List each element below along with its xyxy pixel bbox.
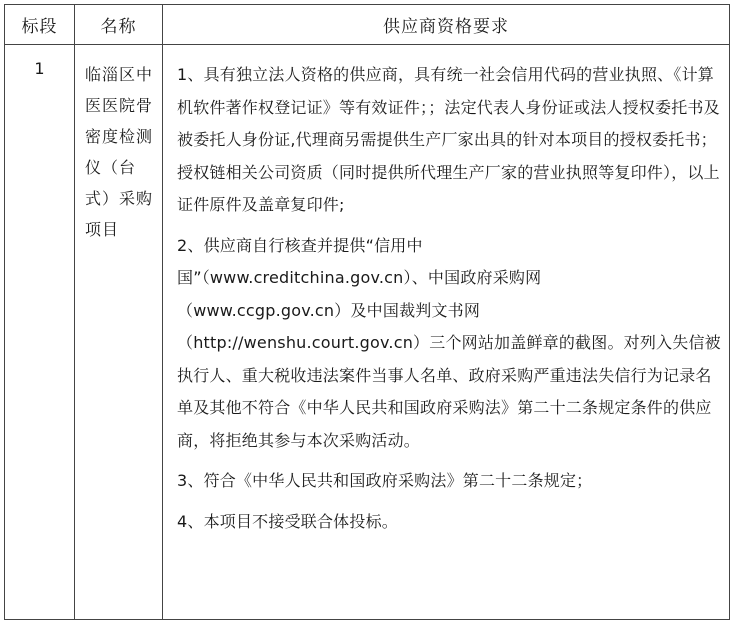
requirement-2-line-2: 国”（www.creditchina.gov.cn）、中国政府采购网: [177, 268, 542, 287]
requirement-2-line-4: （http://wenshu.court.gov.cn）三个网站加盖鲜章的截图。对列入失信被执行人、重大税收违法案件当事人名单、政府采购严重违法失信行为记录名单及其他不符合《中华人民共和国政府采购法》第二十二条规定条件的供应商，将拒绝其参与本次采购活动。: [177, 333, 721, 450]
requirement-1: 1、具有独立法人资格的供应商，具有统一社会信用代码的营业执照、《计算机软件著作权登记证》等有效证件；；法定代表人身份证或法人授权委托书及被委托人身份证,代理商另需提供生产厂家出具的针对本项目的授权委托书；授权链相关公司资质（同时提供所代理生产厂家的营业执照等复印件），以上证件原件及盖章复印件;: [177, 65, 720, 214]
requirement-2: [177, 230, 721, 458]
requirement-2-line-1: 2、供应商自行核查并提供“信用中: [177, 235, 423, 255]
table-header-row: [5, 5, 729, 45]
header-section: 标段: [5, 5, 75, 44]
header-name: 名称: [75, 5, 163, 44]
header-requirements: 供应商资格要求: [383, 17, 509, 37]
project-name: 临淄区中医医院骨密度检测仪（台式）采购项目: [75, 45, 163, 619]
requirement-3: 3、符合《中华人民共和国政府采购法》第二十二条规定；: [177, 471, 593, 490]
section-number: 1: [5, 45, 75, 619]
requirement-4: 4、本项目不接受联合体投标。: [177, 511, 398, 531]
requirements-cell: [163, 45, 729, 619]
requirement-2-line-3: （www.ccgp.gov.cn）及中国裁判文书网: [177, 300, 481, 320]
table-row: [5, 45, 729, 619]
qualification-table: [4, 4, 730, 620]
